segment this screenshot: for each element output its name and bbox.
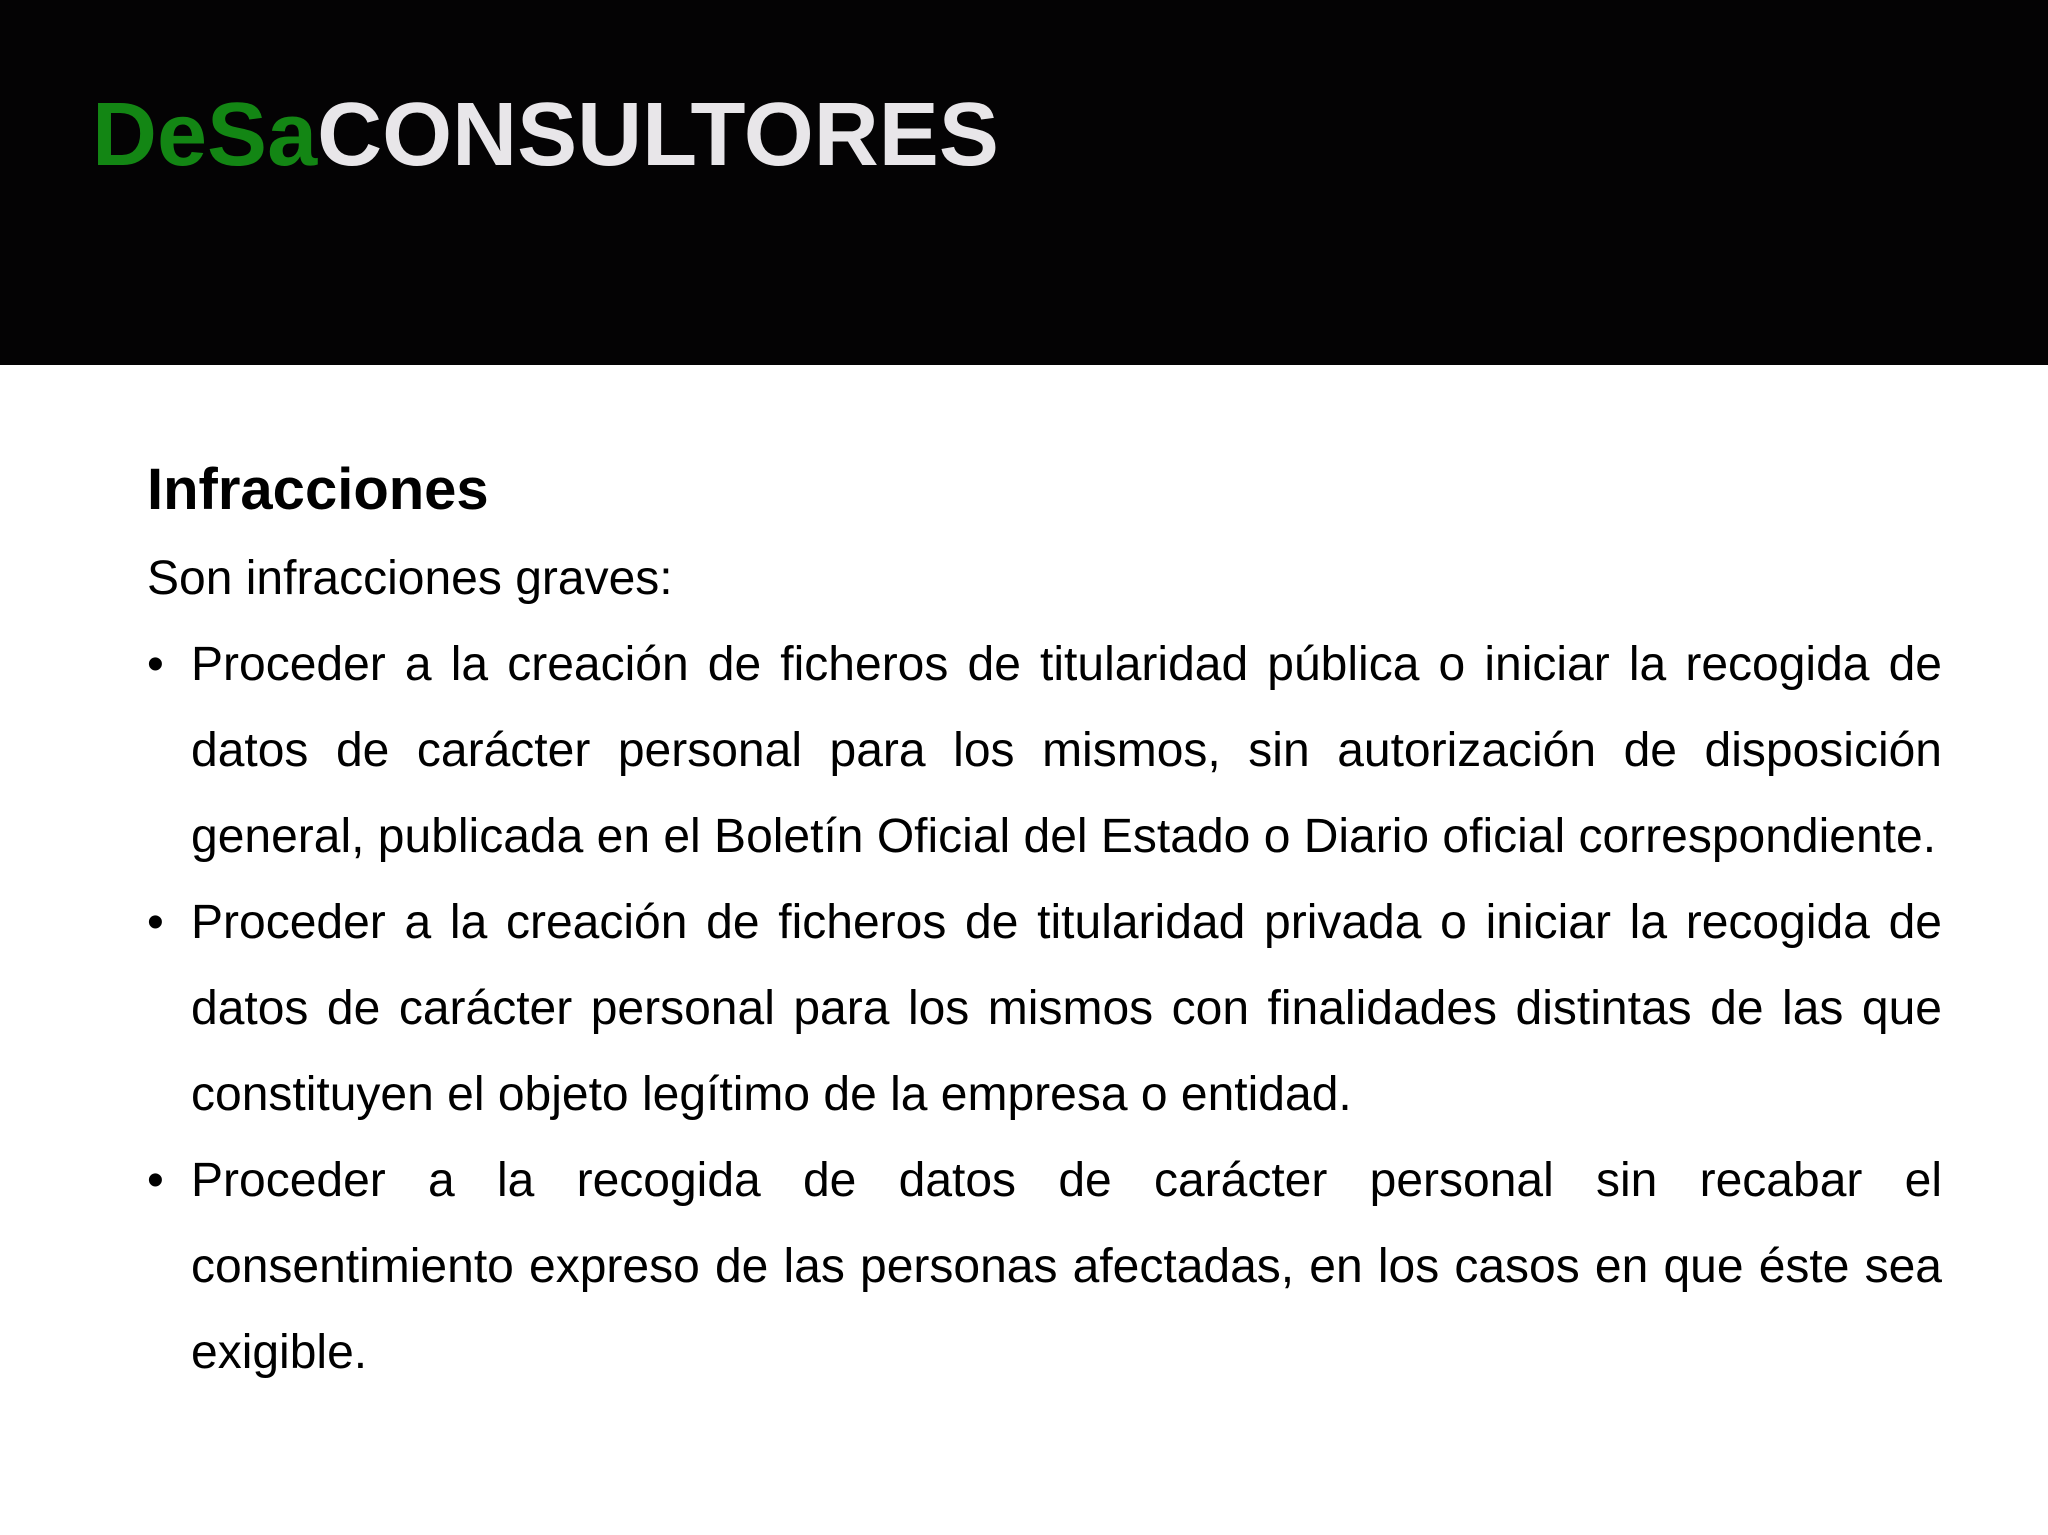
brand-logo-white-text: CONSULTORES <box>317 85 999 185</box>
bullet-text: Proceder a la recogida de datos de carácter personal sin recabar el consentimiento expreso de las personas afectadas, en los casos en que éste sea exigible. <box>191 1154 1942 1379</box>
bullet-item <box>147 880 1942 1138</box>
bullet-icon: • <box>147 896 164 949</box>
slide-content <box>147 450 1942 1396</box>
bullet-list <box>147 622 1942 1396</box>
brand-logo <box>92 80 999 190</box>
bullet-item <box>147 1138 1942 1396</box>
intro-text: Son infracciones graves: <box>147 552 673 605</box>
slide-title: Infracciones <box>147 457 489 522</box>
bullet-icon: • <box>147 638 164 691</box>
bullet-text: Proceder a la creación de ficheros de titularidad privada o iniciar la recogida de datos de carácter personal para los mismos con finalidades distintas de las que constituyen el objeto legítimo de la empresa o entidad. <box>191 896 1942 1121</box>
bullet-item <box>147 622 1942 880</box>
bullet-text: Proceder a la creación de ficheros de titularidad pública o iniciar la recogida de datos de carácter personal para los mismos, sin autorización de disposición general, publicada en el Boletín Oficial del Estado o Diario oficial correspondiente. <box>191 638 1942 863</box>
brand-logo-green-text: DeSa <box>92 85 318 185</box>
header-bar <box>0 0 2048 365</box>
bullet-icon: • <box>147 1154 164 1207</box>
